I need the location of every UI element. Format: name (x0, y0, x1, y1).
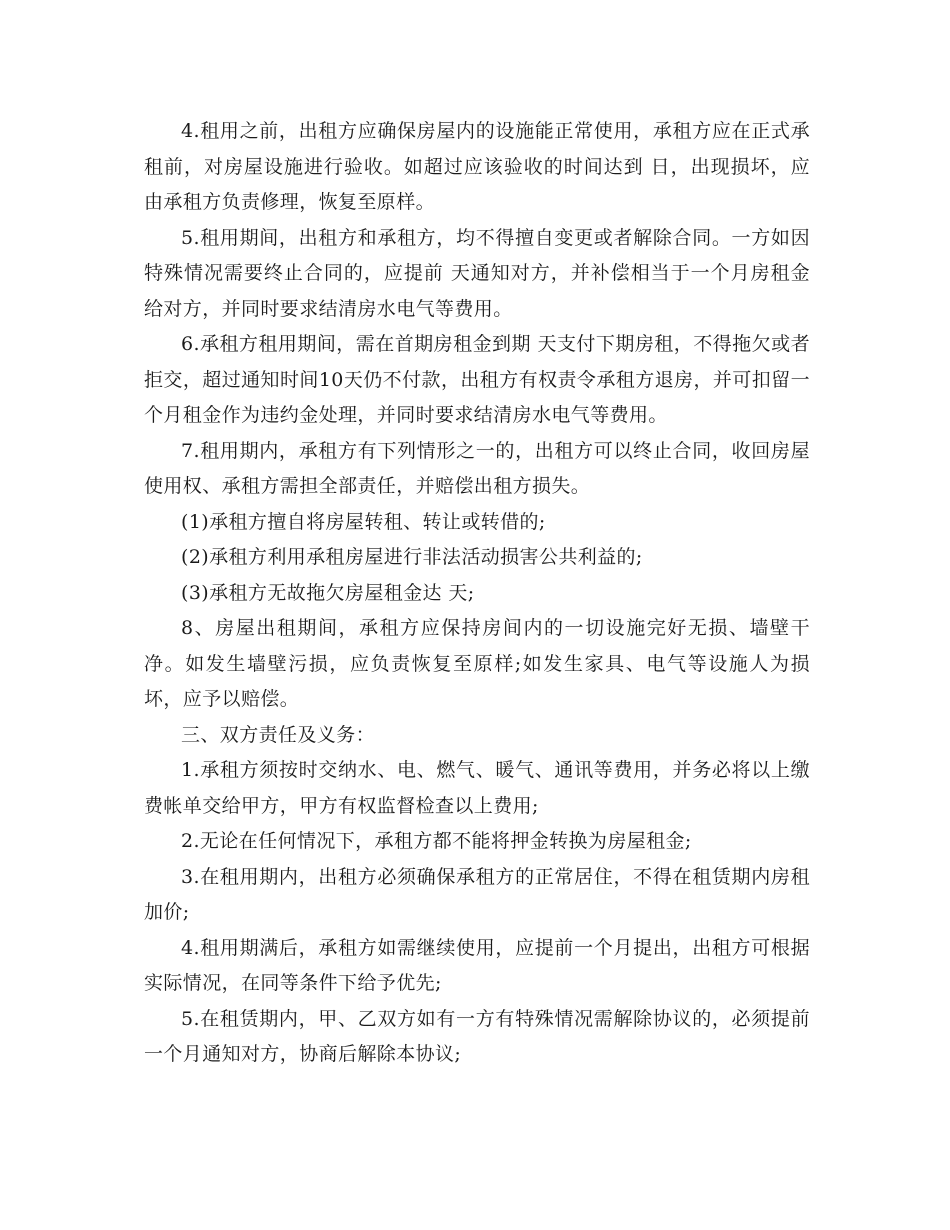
duty-3-no-rent-increase: 3.在租用期内，出租方必须确保承租方的正常居住，不得在租赁期内房租加价; (144, 865, 810, 923)
condition-2-illegal-use: (2)承租方利用承租房屋进行非法活动损害公共利益的; (181, 546, 643, 568)
duty-5-early-termination: 5.在租赁期内，甲、乙双方如有一方有特殊情况需解除协议的，必须提前一个月通知对方，协商后解除本协议; (144, 1007, 810, 1065)
duty-1-utilities: 1.承租方须按时交纳水、电、燃气、暖气、通讯等费用，并务必将以上缴费帐单交给甲方，甲方有权监督检查以上费用; (144, 759, 810, 817)
duty-2-deposit: 2.无论在任何情况下，承租方都不能将押金转换为房屋租金; (181, 830, 692, 852)
document-body (144, 114, 810, 1073)
clause-4-inspection: 4.租用之前，出租方应确保房屋内的设施能正常使用，承租方应在正式承租前，对房屋设施进行验收。如超过应该验收的时间达到 日，出现损坏，应由承租方负责修理，恢复至原样。 (144, 120, 810, 213)
clause-8-maintenance: 8、房屋出租期间，承租方应保持房间内的一切设施完好无损、墙壁干净。如发生墙壁污损，应负责恢复至原样;如发生家具、电气等设施人为损坏，应予以赔偿。 (144, 617, 810, 710)
clause-6-rent-payment: 6.承租方租用期间，需在首期房租金到期 天支付下期房租，不得拖欠或者拒交，超过通知时间10天仍不付款，出租方有权责令承租方退房，并可扣留一个月租金作为违约金处理，并同时要求结清房水电气等费用。 (144, 333, 810, 426)
condition-1-sublet: (1)承租方擅自将房屋转租、转让或转借的; (181, 510, 546, 533)
condition-3-rent-arrears: (3)承租方无故拖欠房屋租金达 天; (181, 581, 475, 604)
clause-5-termination-notice: 5.租用期间，出租方和承租方，均不得擅自变更或者解除合同。一方如因特殊情况需要终止合同的，应提前 天通知对方，并补偿相当于一个月房租金给对方，并同时要求结清房水电气等费用。 (144, 226, 810, 320)
duty-4-renewal-priority: 4.租用期满后，承租方如需继续使用，应提前一个月提出，出租方可根据实际情况，在同等条件下给予优先; (144, 936, 810, 994)
section-heading-responsibilities: 三、双方责任及义务： (181, 723, 376, 746)
clause-7-termination-conditions: 7.租用期内，承租方有下列情形之一的，出租方可以终止合同，收回房屋使用权、承租方需担全部责任，并赔偿出租方损失。 (144, 439, 810, 497)
